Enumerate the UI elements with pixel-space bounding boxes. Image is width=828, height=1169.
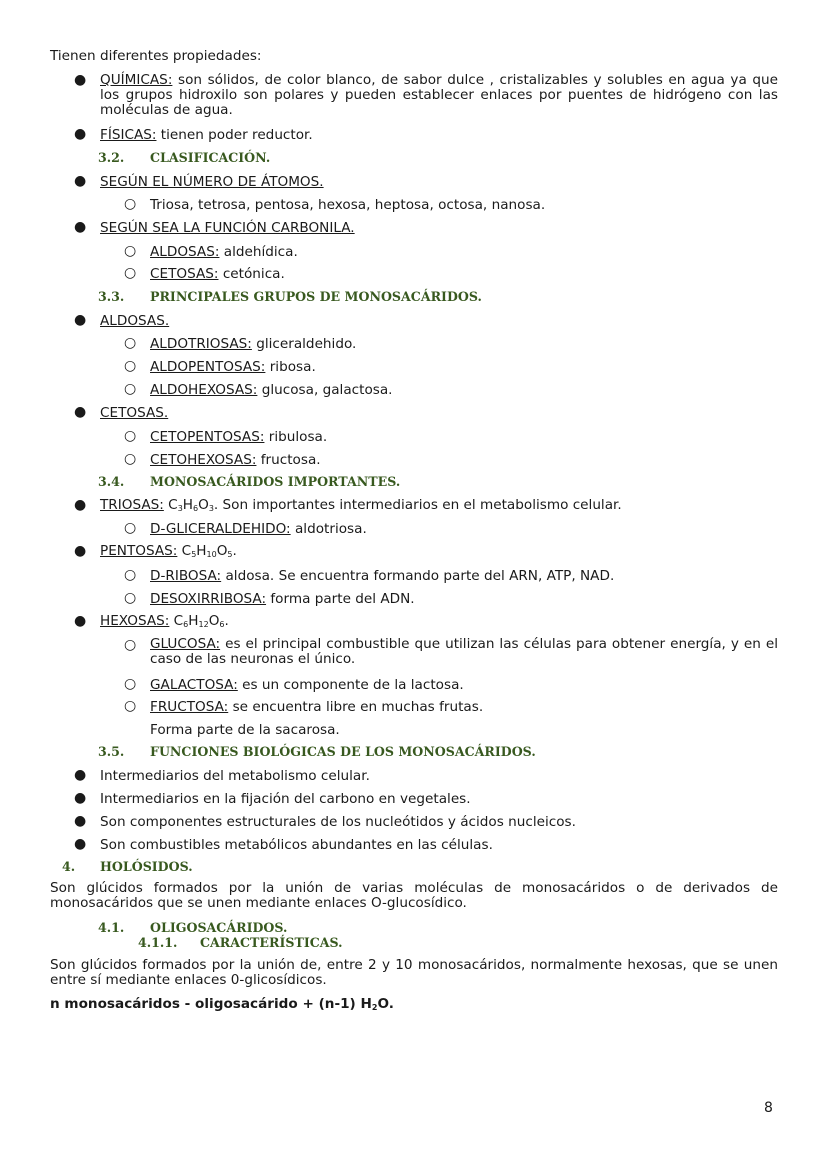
circle-bullet-icon: ○ [124, 590, 137, 606]
formula: n monosacáridos - oligosacárido + (n-1) $H_2O$. [50, 996, 394, 1012]
galactosa: GALACTOSA: es un componente de la lactosa. [150, 677, 464, 693]
bullet-icon: ● [74, 404, 87, 420]
circle-bullet-icon: ○ [124, 358, 137, 374]
triosas: TRIOSAS: $C_3H_6O_3$. Son importantes intermediarios en el metabolismo celular. [100, 497, 622, 513]
circle-bullet-icon: ○ [124, 637, 137, 653]
aldopentosas: ALDOPENTOSAS: ribosa. [150, 359, 316, 375]
bullet-icon: ● [74, 767, 87, 783]
funcion-item: Son combustibles metabólicos abundantes en las células. [100, 837, 493, 853]
desoxirribosa: DESOXIRRIBOSA: forma parte del ADN. [150, 591, 415, 607]
cetopentosas: CETOPENTOSAS: ribulosa. [150, 429, 328, 445]
heading-4-1: 4.1. OLIGOSACÁRIDOS. [98, 920, 288, 935]
bullet-icon: ● [74, 836, 87, 852]
funcion-item: Intermediarios en la fijación del carbono en vegetales. [100, 791, 471, 807]
circle-bullet-icon: ○ [124, 196, 137, 212]
circle-bullet-icon: ○ [124, 451, 137, 467]
term: QUÍMICAS: [100, 72, 173, 88]
text: tienen poder reductor. [160, 127, 313, 143]
circle-bullet-icon: ○ [124, 567, 137, 583]
bullet-icon: ● [74, 312, 87, 328]
bullet-icon: ● [74, 813, 87, 829]
clasif-atomos-list: Triosa, tetrosa, pentosa, hexosa, heptosa, octosa, nanosa. [150, 197, 546, 213]
aldohexosas: ALDOHEXOSAS: glucosa, galactosa. [150, 382, 393, 398]
circle-bullet-icon: ○ [124, 676, 137, 692]
page-number: 8 [764, 1100, 773, 1116]
heading-4: 4. HOLÓSIDOS. [62, 859, 193, 874]
heading-3-2: 3.2. CLASIFICACIÓN. [98, 150, 271, 165]
circle-bullet-icon: ○ [124, 243, 137, 259]
bullet-icon: ● [74, 543, 87, 559]
glucosa: GLUCOSA: es el principal combustible que utilizan las células para obtener energía, y en el caso de las neuronas el único. [150, 636, 778, 667]
group-cetosas: CETOSAS. [100, 405, 169, 421]
circle-bullet-icon: ○ [124, 520, 137, 536]
clasif-aldosas: ALDOSAS: aldehídica. [150, 244, 298, 260]
bullet-icon: ● [74, 790, 87, 806]
circle-bullet-icon: ○ [124, 428, 137, 444]
oligosacaridos-text: Son glúcidos formados por la unión de, entre 2 y 10 monosacáridos, normalmente hexosas, que se unen entre sí mediante enlaces 0-glicosídicos. [50, 957, 778, 988]
pentosas: PENTOSAS: $C_5H_{10}O_5$. [100, 543, 237, 559]
cetohexosas: CETOHEXOSAS: fructosa. [150, 452, 321, 468]
heading-3-4: 3.4. MONOSACÁRIDOS IMPORTANTES. [98, 474, 401, 489]
circle-bullet-icon: ○ [124, 381, 137, 397]
heading-4-1-1: 4.1.1. CARACTERÍSTICAS. [138, 935, 343, 950]
heading-3-5: 3.5. FUNCIONES BIOLÓGICAS DE LOS MONOSACÁRIDOS. [98, 744, 536, 759]
intro-text: Tienen diferentes propiedades: [50, 48, 262, 64]
fructosa: FRUCTOSA: se encuentra libre en muchas frutas. [150, 699, 484, 715]
bullet-icon: ● [74, 126, 87, 142]
clasif-carbonila: SEGÚN SEA LA FUNCIÓN CARBONILA. [100, 220, 355, 236]
holosidos-text: Son glúcidos formados por la unión de varias moléculas de monosacáridos o de derivados de monosacáridos que se unen mediante enlaces O-glucosídico. [50, 880, 778, 911]
group-aldosas: ALDOSAS. [100, 313, 170, 329]
funcion-item: Son componentes estructurales de los nucleótidos y ácidos nucleicos. [100, 814, 576, 830]
fructosa-cont: Forma parte de la sacarosa. [150, 722, 340, 738]
bullet-icon: ● [74, 613, 87, 629]
bullet-icon: ● [74, 497, 87, 513]
bullet-icon: ● [74, 219, 87, 235]
aldotriosas: ALDOTRIOSAS: gliceraldehido. [150, 336, 357, 352]
d-ribosa: D-RIBOSA: aldosa. Se encuentra formando parte del ARN, ATP, NAD. [150, 568, 615, 584]
bullet-icon: ● [74, 173, 87, 189]
circle-bullet-icon: ○ [124, 265, 137, 281]
hexosas: HEXOSAS: $C_6H_{12}O_6$. [100, 613, 229, 629]
prop-fisicas [100, 127, 313, 143]
text: son sólidos, de color blanco, de sabor dulce , cristalizables y solubles en agua ya que los grupos hidroxilo son polares y pueden establecer enlaces por puentes de hidrógeno con las moléculas de agua. [100, 72, 778, 118]
circle-bullet-icon: ○ [124, 335, 137, 351]
heading-3-3: 3.3. PRINCIPALES GRUPOS DE MONOSACÁRIDOS. [98, 289, 482, 304]
circle-bullet-icon: ○ [124, 698, 137, 714]
funcion-item: Intermediarios del metabolismo celular. [100, 768, 370, 784]
clasif-atomos: SEGÚN EL NÚMERO DE ÁTOMOS. [100, 174, 324, 190]
prop-quimicas [100, 73, 778, 118]
bullet-icon: ● [74, 72, 87, 88]
d-gliceraldehido: D-GLICERALDEHIDO: aldotriosa. [150, 521, 367, 537]
clasif-cetosas: CETOSAS: cetónica. [150, 266, 285, 282]
term: FÍSICAS: [100, 127, 157, 143]
